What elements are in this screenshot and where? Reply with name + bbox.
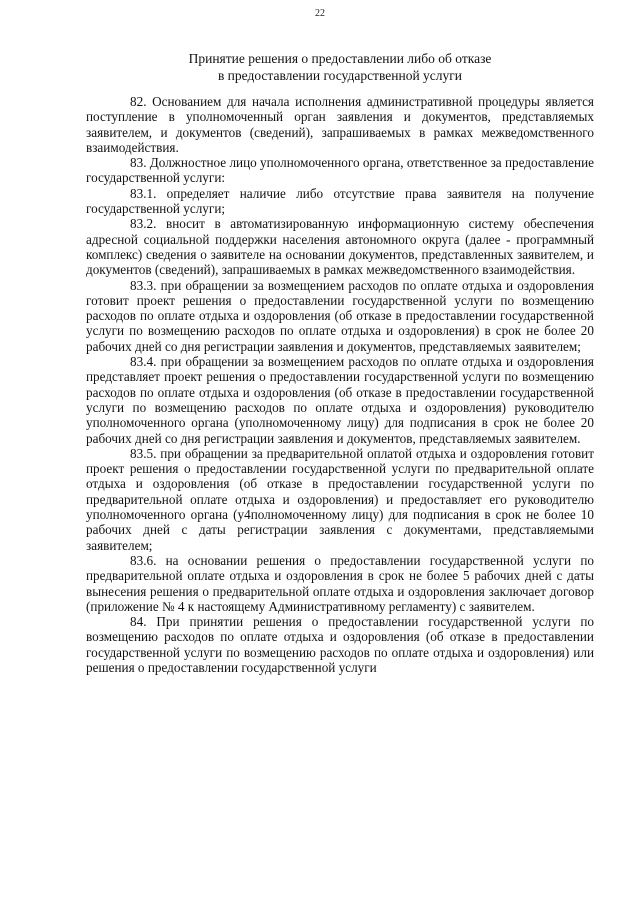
paragraph-83-2: 83.2. вносит в автоматизированную информационную систему обеспечения адресной социальной поддержки населения автономного округа (далее - программный комплекс) сведения о заявителе на основании документов, представленных заявителем, и документов (сведений), запрашиваемых в рамках межведомственного взаимодействия. — [86, 216, 594, 278]
page-number: 22 — [315, 8, 325, 19]
paragraph-84: 84. При принятии решения о предоставлении государственной услуги по возмещению расходов по оплате отдыха и оздоровления (об отказе в предоставлении государственной услуги по возмещению расходов по оплате отдыха и оздоровления) или решения о предоставлении государственной услуги — [86, 614, 594, 675]
section-title-line-2: в предоставлении государственной услуги — [217, 68, 463, 83]
section-title-line-1: Принятие решения о предоставлении либо об отказе — [188, 51, 492, 66]
section-title — [86, 50, 594, 84]
paragraph-82: 82. Основанием для начала исполнения административной процедуры является поступление в уполномоченный орган заявления и документов, представляемых заявителем, и документов (сведений), запрашиваемых в рамках межведомственного взаимодействия. — [86, 94, 594, 155]
paragraph-83-4: 83.4. при обращении за возмещением расходов по оплате отдыха и оздоровления представляет проект решения о предоставлении государственной услуги по возмещению расходов по оплате отдыха и оздоровления (об отказе в предоставлении государственной услуги по возмещению расходов по оплате отдыха и оздоровления) руководителю уполномоченного органа (уполномоченному лицу) для подписания в срок не более 20 рабочих дней со дня регистрации заявления и документов, представляемых заявителем. — [86, 354, 594, 446]
document-body — [86, 94, 594, 675]
paragraph-83-3: 83.3. при обращении за возмещением расходов по оплате отдыха и оздоровления готовит проект решения о предоставлении государственной услуги по возмещению расходов по оплате отдыха и оздоровления (об отказе в предоставлении государственной услуги по возмещению расходов по оплате отдыха и оздоровления) в срок не более 20 рабочих дней со дня регистрации заявления и документов, представляемых заявителем; — [86, 277, 594, 354]
paragraph-83-5: 83.5. при обращении за предварительной оплатой отдыха и оздоровления готовит проект решения о предоставлении государственной услуги по предварительной оплате отдыха и оздоровления (об отказе в предоставлении государственной услуги по предварительной оплате отдыха и оздоровления) и предоставляет его руководителю уполномоченного органа (у4полномоченному лицу) для подписания в срок не более 10 рабочих дней с даты регистрации заявления с документами, представляемыми заявителем; — [86, 445, 594, 553]
paragraph-83-6: 83.6. на основании решения о предоставлении государственной услуги по предварительной оплате отдыха и оздоровления в срок не более 5 рабочих дней с даты вынесения решения о предварительной оплате отдыха и оздоровления заключает договор (приложение № 4 к настоящему Административному регламенту) с заявителем. — [86, 552, 594, 614]
paragraph-83: 83. Должностное лицо уполномоченного органа, ответственное за предоставление государственной услуги: — [86, 155, 594, 186]
paragraph-83-1: 83.1. определяет наличие либо отсутствие права заявителя на получение государственной услуги; — [86, 185, 594, 217]
